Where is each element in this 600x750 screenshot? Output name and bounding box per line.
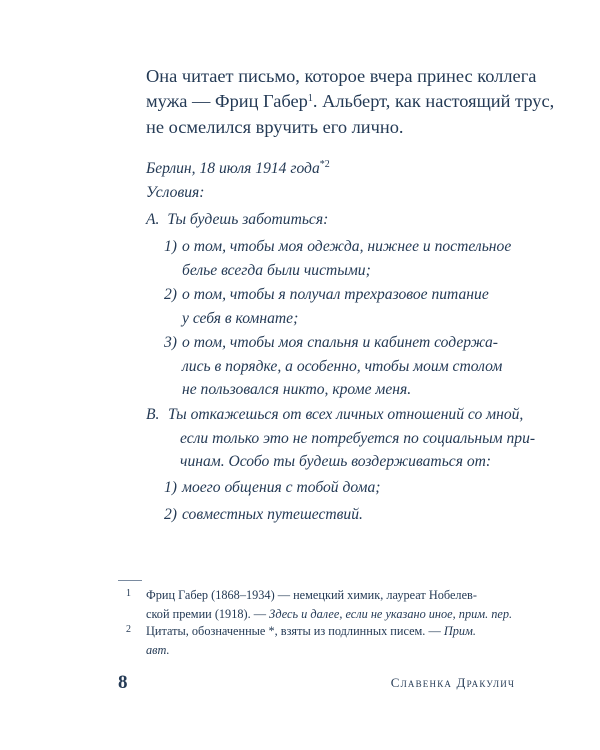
letter-dateline: Берлин, 18 июля 1914 года$^{*2}$ <box>146 159 330 177</box>
list-item-text: моего общения с тобой дома; <box>182 479 381 496</box>
footnote-ref-1[interactable]: 1 <box>307 93 313 105</box>
list-item-text: о том, чтобы моя спальня и кабинет содержа- лись в порядке, а особенно, чтобы моим столом не пользовался никто, кроме меня. <box>182 334 503 399</box>
footnote-ref-2[interactable]: *2 <box>319 159 330 170</box>
footnote-2-mark: 2 <box>126 624 131 635</box>
footnote-1-mark: 1 <box>126 588 131 599</box>
item-number: 3) <box>164 334 177 351</box>
list-item <box>164 283 177 307</box>
running-footer-author: Славенка Дракулич <box>390 675 515 690</box>
section-a-label: А. <box>146 211 160 228</box>
item-number: 2) <box>164 286 177 303</box>
intro-line-1: Она читает письмо, которое вчера принес коллега <box>146 66 537 86</box>
intro-line-2: мужа — Фриц Габер$^1$. Альберт, как настоящий трус, <box>146 91 555 112</box>
intro-paragraph <box>146 64 555 140</box>
item-number: 2) <box>164 506 177 523</box>
footnote-2: Цитаты, обозначенные *, взяты из подлинных писем. — Прим. авт. <box>146 624 476 657</box>
section-a-heading <box>146 208 328 232</box>
list-item <box>164 476 177 500</box>
footnote-1: Фриц Габер (1868–1934) — немецкий химик, лауреат Нобелев- ской премии (1918). — Здесь и далее, если не указано иное, прим. пер. <box>146 588 513 621</box>
intro-line-3: не осмелился вручить его лично. <box>146 116 404 137</box>
page-number: 8 <box>118 672 128 693</box>
list-item <box>164 503 177 527</box>
section-b-text: Ты откажешься от всех личных отношений со мной, если только это не потребуется по социальным при- чинам. Особо ты будешь воздерживаться от: <box>168 406 536 471</box>
letter-header <box>146 157 330 204</box>
section-b-label: В. <box>146 406 160 423</box>
list-item-text: совместных путешествий. <box>182 506 363 523</box>
item-number: 1) <box>164 238 177 255</box>
list-item-text: о том, чтобы моя одежда, нижнее и постельное белье всегда были чистыми; <box>182 238 512 279</box>
list-item <box>164 331 177 355</box>
list-item <box>164 235 177 259</box>
list-item-text: о том, чтобы я получал трехразовое питание у себя в комнате; <box>182 286 489 327</box>
letter-heading: Условия: <box>146 183 205 201</box>
section-a-text: Ты будешь заботиться: <box>167 211 329 228</box>
footnote-separator <box>118 580 142 581</box>
item-number: 1) <box>164 479 177 496</box>
